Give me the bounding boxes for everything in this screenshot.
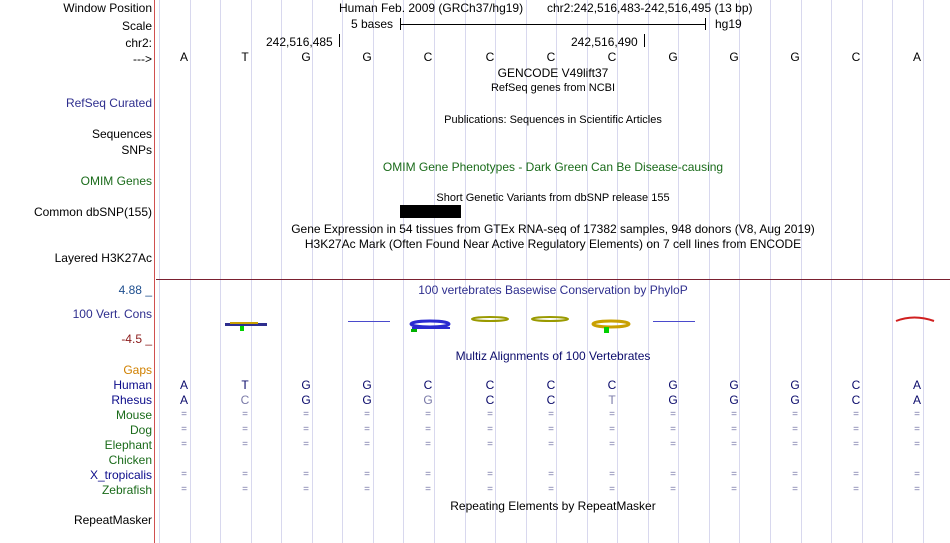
alignment-base: = bbox=[731, 469, 737, 480]
base-letter: G bbox=[668, 50, 678, 64]
base-letter: C bbox=[423, 50, 433, 64]
alignment-base: C bbox=[851, 393, 861, 407]
scale-label[interactable]: Scale bbox=[121, 19, 152, 33]
base-letter: C bbox=[607, 50, 617, 64]
alignment-base: = bbox=[303, 439, 309, 450]
species-label[interactable]: Dog bbox=[129, 423, 152, 437]
cons-mark-c3 bbox=[593, 321, 629, 333]
alignment-base: = bbox=[364, 484, 370, 495]
alignment-base: = bbox=[670, 409, 676, 420]
omim-genes-label[interactable]: OMIM Genes bbox=[80, 174, 152, 188]
alignment-base: = bbox=[853, 469, 859, 480]
alignment-base: C bbox=[485, 393, 495, 407]
alignment-base: = bbox=[670, 484, 676, 495]
alignment-base: = bbox=[609, 424, 615, 435]
alignment-base: A bbox=[912, 378, 921, 392]
publications-title: Publications: Sequences in Scientific Articles bbox=[444, 114, 662, 126]
alignment-base: C bbox=[240, 393, 250, 407]
base-letter: G bbox=[301, 50, 311, 64]
alignment-base: = bbox=[914, 439, 920, 450]
base-letter: A bbox=[179, 50, 188, 64]
alignment-base: = bbox=[853, 484, 859, 495]
alignment-base: = bbox=[548, 409, 554, 420]
multiz-title: Multiz Alignments of 100 Vertebrates bbox=[455, 349, 651, 363]
alignment-base: = bbox=[853, 409, 859, 420]
dbsnp-feature[interactable] bbox=[400, 205, 461, 218]
alignment-base: = bbox=[792, 424, 798, 435]
alignment-base: T bbox=[241, 378, 249, 392]
alignment-base: = bbox=[548, 424, 554, 435]
alignment-base: = bbox=[792, 484, 798, 495]
repeatmasker-title: Repeating Elements by RepeatMasker bbox=[450, 499, 656, 513]
alignment-base: G bbox=[790, 393, 800, 407]
strand-label[interactable]: ---> bbox=[133, 52, 152, 66]
region-position: chr2:242,516,483-242,516,495 (13 bp) bbox=[547, 1, 753, 15]
common-dbsnp-label[interactable]: Common dbSNP(155) bbox=[33, 205, 152, 219]
species-label[interactable]: Human bbox=[113, 378, 152, 392]
omim-title: OMIM Gene Phenotypes - Dark Green Can Be Disease-causing bbox=[382, 160, 724, 174]
alignment-base: = bbox=[914, 424, 920, 435]
gaps-label[interactable]: Gaps bbox=[123, 363, 152, 377]
track-divider bbox=[156, 279, 950, 280]
alignment-base: = bbox=[609, 469, 615, 480]
snps-label[interactable]: SNPs bbox=[121, 143, 152, 157]
conservation-title: 100 vertebrates Basewise Conservation by PhyloP bbox=[418, 283, 688, 297]
cons-mark-a bbox=[896, 318, 934, 322]
scale-db: hg19 bbox=[715, 17, 742, 31]
alignment-base: = bbox=[242, 409, 248, 420]
refseq-subtitle: RefSeq genes from NCBI bbox=[490, 82, 616, 94]
cons-mark-g3 bbox=[653, 321, 695, 322]
alignment-base: = bbox=[303, 484, 309, 495]
alignment-base: G bbox=[301, 393, 311, 407]
alignment-base: = bbox=[303, 469, 309, 480]
alignment-base: = bbox=[487, 469, 493, 480]
alignment-base: G bbox=[790, 378, 800, 392]
species-label[interactable]: Zebrafish bbox=[101, 483, 152, 497]
alignment-base: = bbox=[181, 439, 187, 450]
alignment-base: = bbox=[303, 424, 309, 435]
alignment-base: = bbox=[364, 469, 370, 480]
alignment-base: = bbox=[792, 409, 798, 420]
alignment-base: = bbox=[487, 409, 493, 420]
alignment-base: A bbox=[912, 393, 921, 407]
alignment-base: = bbox=[181, 469, 187, 480]
base-letter: T bbox=[241, 50, 249, 64]
gencode-title: GENCODE V49lift37 bbox=[497, 66, 609, 80]
alignment-base: = bbox=[670, 439, 676, 450]
alignment-base: = bbox=[731, 439, 737, 450]
alignment-base: = bbox=[181, 484, 187, 495]
base-letter: A bbox=[912, 50, 921, 64]
cons-max-label: 4.88 _ bbox=[118, 283, 152, 297]
repeatmasker-label[interactable]: RepeatMasker bbox=[73, 513, 152, 527]
alignment-base: = bbox=[181, 409, 187, 420]
alignment-base: = bbox=[731, 484, 737, 495]
scale-text: 5 bases bbox=[351, 17, 394, 31]
refseq-curated-label[interactable]: RefSeq Curated bbox=[65, 96, 152, 110]
dbsnp-title: Short Genetic Variants from dbSNP release 155 bbox=[436, 192, 670, 204]
alignment-base: = bbox=[670, 469, 676, 480]
alignment-base: G bbox=[301, 378, 311, 392]
ruler-pos-1: 242,516,485 bbox=[266, 35, 333, 49]
alignment-base: = bbox=[731, 424, 737, 435]
alignment-base: = bbox=[425, 424, 431, 435]
alignment-base: = bbox=[181, 424, 187, 435]
sequences-label[interactable]: Sequences bbox=[91, 127, 152, 141]
alignment-base: G bbox=[668, 393, 678, 407]
cons-mark-t bbox=[225, 322, 267, 331]
layered-h3k27ac-label[interactable]: Layered H3K27Ac bbox=[54, 251, 152, 265]
base-letter: G bbox=[790, 50, 800, 64]
cons-mark-g1 bbox=[348, 321, 390, 322]
alignment-base: A bbox=[179, 378, 188, 392]
alignment-base: = bbox=[914, 469, 920, 480]
alignment-base: = bbox=[731, 409, 737, 420]
alignment-base: T bbox=[608, 393, 616, 407]
alignment-base: G bbox=[362, 378, 372, 392]
base-letter: G bbox=[362, 50, 372, 64]
base-letter: C bbox=[851, 50, 861, 64]
alignment-base: G bbox=[362, 393, 372, 407]
alignment-base: = bbox=[609, 409, 615, 420]
species-label[interactable]: X_tropicalis bbox=[89, 468, 152, 482]
alignment-base: = bbox=[914, 484, 920, 495]
alignment-base: = bbox=[609, 484, 615, 495]
alignment-base: = bbox=[609, 439, 615, 450]
alignment-base: = bbox=[425, 484, 431, 495]
alignment-base: = bbox=[670, 424, 676, 435]
conservation-logo bbox=[156, 308, 950, 336]
base-letter: G bbox=[729, 50, 739, 64]
cons-mark-g2 bbox=[411, 321, 450, 332]
chr-label[interactable]: chr2: bbox=[125, 36, 152, 50]
alignment-base: C bbox=[851, 378, 861, 392]
alignment-base: = bbox=[425, 409, 431, 420]
base-letter: C bbox=[485, 50, 495, 64]
alignment-base: G bbox=[729, 378, 739, 392]
alignment-base: = bbox=[914, 409, 920, 420]
alignment-base: C bbox=[485, 378, 495, 392]
alignment-base: G bbox=[423, 393, 433, 407]
label-separator bbox=[154, 0, 155, 543]
alignment-base: = bbox=[853, 439, 859, 450]
cons-mark-c1 bbox=[472, 317, 508, 321]
alignment-base: = bbox=[487, 439, 493, 450]
vert-cons-label[interactable]: 100 Vert. Cons bbox=[72, 307, 152, 321]
alignment-base: = bbox=[242, 439, 248, 450]
species-label[interactable]: Chicken bbox=[108, 453, 152, 467]
alignment-base: G bbox=[729, 393, 739, 407]
alignment-base: = bbox=[853, 424, 859, 435]
assembly-title: Human Feb. 2009 (GRCh37/hg19) bbox=[339, 1, 524, 15]
alignment-base: = bbox=[792, 469, 798, 480]
alignment-base: = bbox=[487, 424, 493, 435]
alignment-base: C bbox=[546, 393, 556, 407]
base-letter: C bbox=[546, 50, 556, 64]
alignment-base: = bbox=[242, 424, 248, 435]
alignment-base: C bbox=[546, 378, 556, 392]
cons-mark-c2 bbox=[532, 317, 568, 321]
h3k27ac-title: H3K27Ac Mark (Often Found Near Active Regulatory Elements) on 7 cell lines from ENCODE bbox=[304, 237, 802, 251]
species-label[interactable]: Rhesus bbox=[111, 393, 152, 407]
ruler-pos-2: 242,516,490 bbox=[571, 35, 638, 49]
alignment-base: = bbox=[425, 469, 431, 480]
scale-bar bbox=[400, 18, 706, 30]
alignment-base: = bbox=[487, 484, 493, 495]
species-label[interactable]: Mouse bbox=[115, 408, 152, 422]
alignment-base: A bbox=[179, 393, 188, 407]
ruler-tick-2 bbox=[644, 34, 645, 47]
alignment-base: G bbox=[668, 378, 678, 392]
alignment-base: = bbox=[242, 484, 248, 495]
alignment-base: C bbox=[423, 378, 433, 392]
alignment-base: = bbox=[548, 484, 554, 495]
ruler-tick-1 bbox=[339, 34, 340, 47]
alignment-base: = bbox=[364, 439, 370, 450]
alignment-base: = bbox=[425, 439, 431, 450]
alignment-base: = bbox=[548, 469, 554, 480]
alignment-base: = bbox=[548, 439, 554, 450]
alignment-base: = bbox=[364, 424, 370, 435]
cons-min-label: -4.5 _ bbox=[121, 332, 152, 346]
alignment-base: C bbox=[607, 378, 617, 392]
alignment-base: = bbox=[364, 409, 370, 420]
alignment-base: = bbox=[242, 469, 248, 480]
alignment-base: = bbox=[303, 409, 309, 420]
alignment-base: = bbox=[792, 439, 798, 450]
window-position-label[interactable]: Window Position bbox=[63, 1, 152, 15]
gtex-title: Gene Expression in 54 tissues from GTEx RNA-seq of 17382 samples, 948 donors (V8, Aug 2019) bbox=[291, 222, 815, 236]
species-label[interactable]: Elephant bbox=[104, 438, 152, 452]
